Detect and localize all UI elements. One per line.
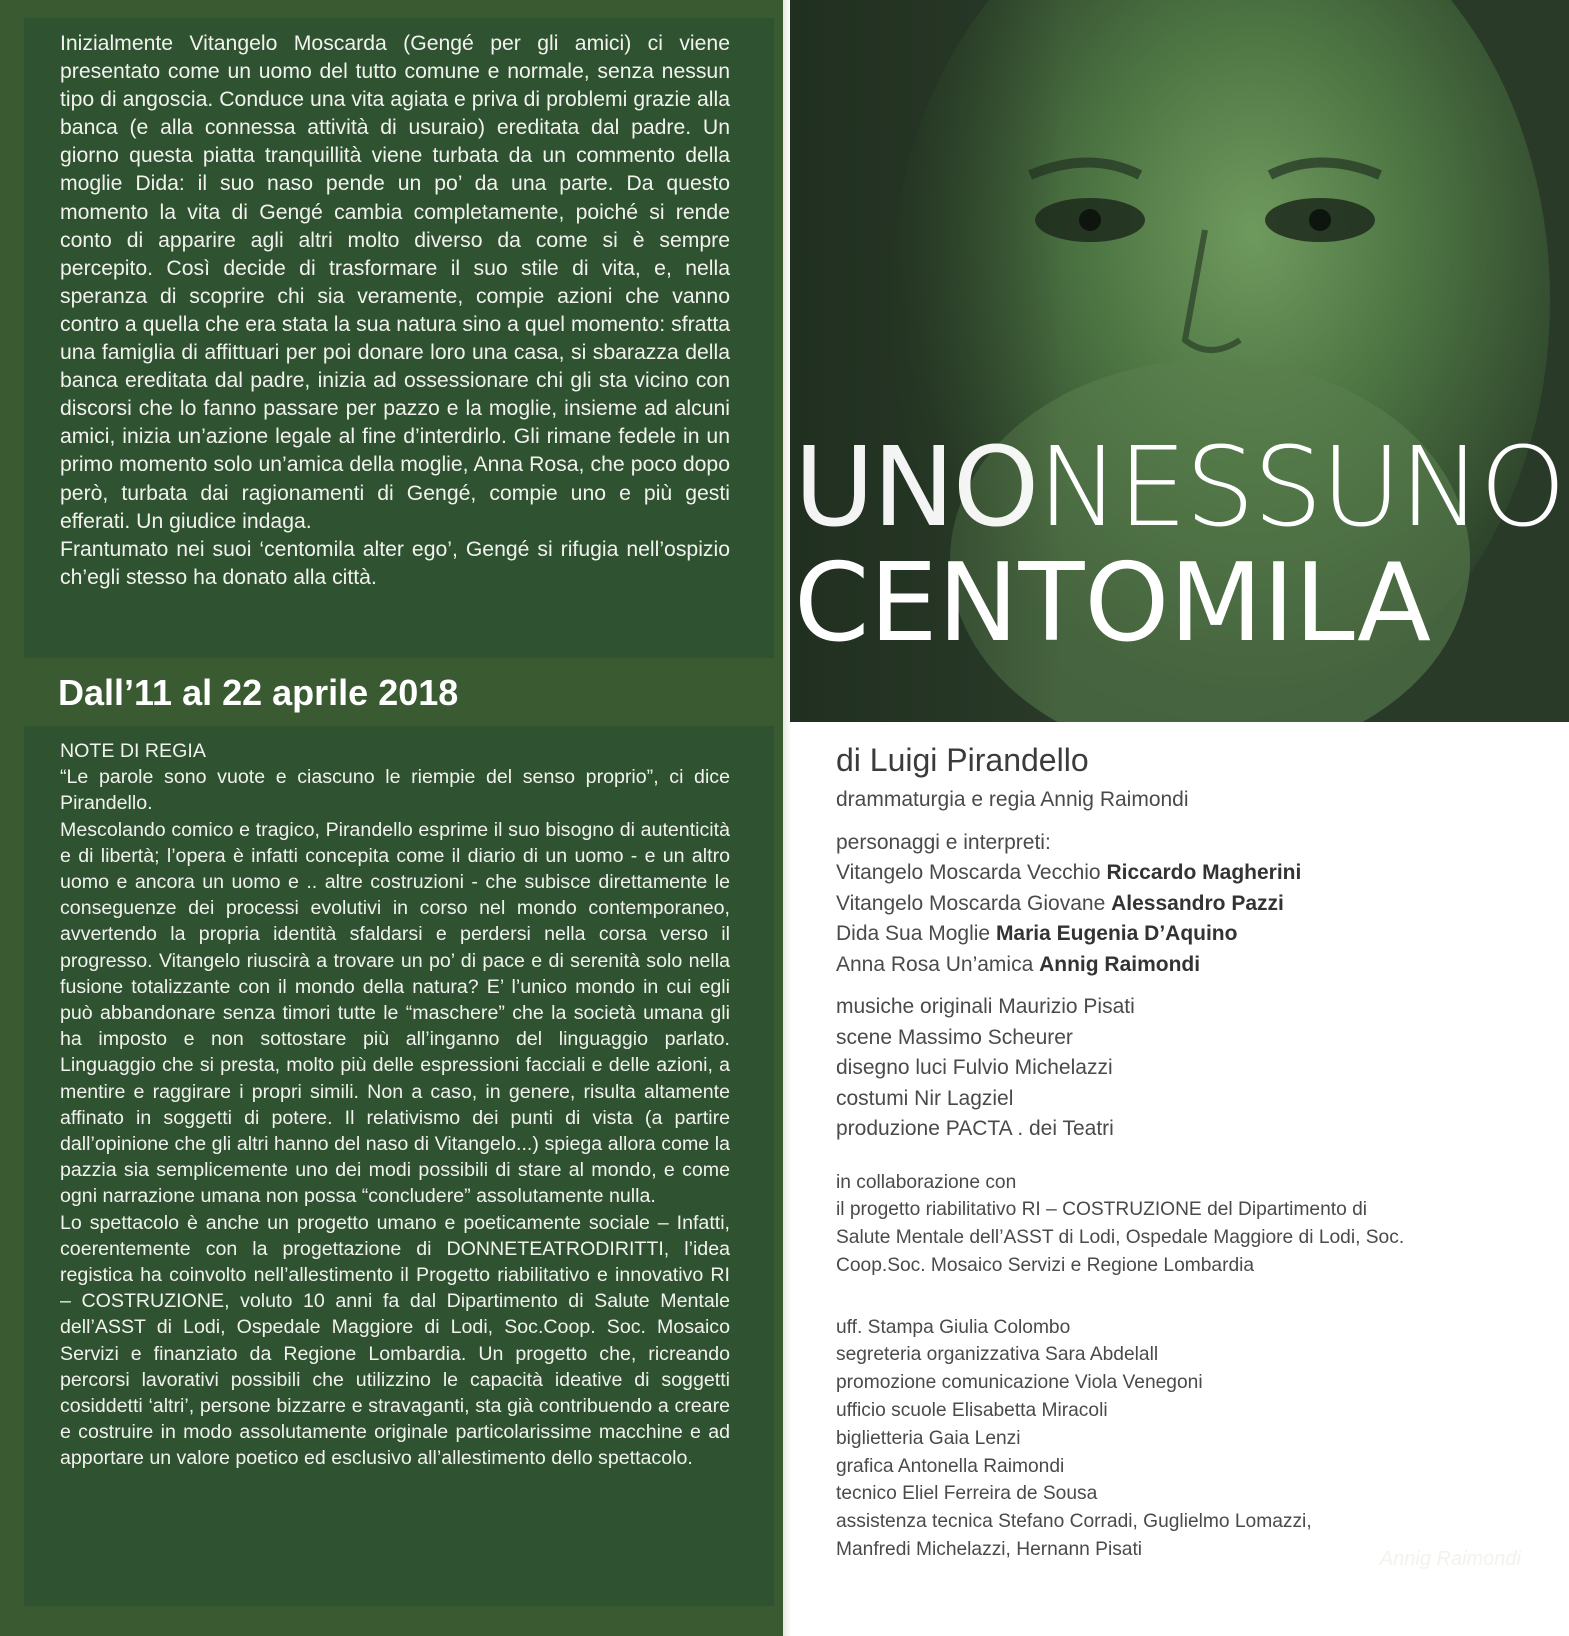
notes-paragraph: “Le parole sono vuote e ciascuno le riempie del senso proprio”, ci dice Pirandello. (60, 766, 730, 815)
notes-paragraph: Mescolando comico e tragico, Pirandello esprime il suo bisogno di autenticità e di libertà; l’opera è infatti concepita come il diario di un uomo - e un altro uomo e ancora un uomo e .. altre costruzioni - che subisce direttamente le conseguenze dei processi evolutivi in corso nel mondo contemporaneo, avvertendo la propria identità sfaldarsi e perdersi nella corsa verso il progresso. Vitangelo riuscirà a trovare un po’ di pace e di serenità solo nella fusione totalizzante con il mondo della natura? E’ l’unico mondo in cui egli può abbandonare senza timori tutte le “maschere” che la società umana gli ha imposto e non sottostare più all’inganno del linguaggio parlato. Linguaggio che si presta, molto più delle espressioni facciali e delle azioni, a mentire e raggirare i propri simili. Non a caso, in genere, risulta altamente affinato in soggetti di potere. Il relativismo dei punti di vista (a partire dall’opinione che gli altri hanno del naso di Vitangelo...) spiega allora come la pazzia sia semplicemente uno dei modi possibili di stare al mondo, e come ogni narrazione umana non possa “concludere” assolutamente nulla. (60, 818, 730, 1208)
crew-entry: costumi Nir Lagziel (836, 1086, 1014, 1110)
crew-entry: scene Massimo Scheurer (836, 1025, 1073, 1049)
collaboration-line: in collaborazione con (836, 1171, 1017, 1193)
performance-dates: Dall’11 al 22 aprile 2018 (58, 672, 459, 713)
title-line-1 (794, 423, 1565, 551)
crew-list (836, 992, 1536, 1145)
staff-list (836, 1314, 1536, 1564)
cast-entry (836, 919, 1536, 950)
staff-entry: ufficio scuole Elisabetta Miracoli (836, 1400, 1108, 1422)
synopsis-paragraph: Frantumato nei suoi ‘centomila alter ego’, Gengé si rifugia nell’ospizio ch’egli stesso ha donato alla città. (60, 537, 730, 589)
collaboration-line: Salute Mentale dell’ASST di Lodi, Ospedale Maggiore di Lodi, Soc. (836, 1227, 1405, 1249)
title-nessuno: NESSUNO (1037, 423, 1565, 551)
cast-entry (836, 858, 1536, 889)
cast-heading: personaggi e interpreti: (836, 830, 1051, 854)
notes-signature: Annig Raimondi (1379, 1548, 1521, 1570)
staff-entry: segreteria organizzativa Sara Abdelall (836, 1344, 1159, 1366)
synopsis-text (60, 30, 730, 592)
staff-entry: tecnico Eliel Ferreira de Sousa (836, 1483, 1098, 1505)
author: di Luigi Pirandello (836, 742, 1089, 778)
title-centomila: CENTOMILA (794, 541, 1431, 666)
staff-entry: grafica Antonella Raimondi (836, 1455, 1065, 1477)
collaboration-line: Coop.Soc. Mosaico Servizi e Regione Lombardia (836, 1254, 1255, 1276)
cast-role: Anna Rosa Un’amica (836, 952, 1034, 976)
crew-entry: produzione PACTA . dei Teatri (836, 1117, 1114, 1140)
cast-role: Dida Sua Moglie (836, 922, 991, 945)
cast-list (836, 828, 1536, 981)
staff-entry: uff. Stampa Giulia Colombo (836, 1316, 1071, 1338)
staff-entry: biglietteria Gaia Lenzi (836, 1427, 1021, 1449)
staff-entry: promozione comunicazione Viola Venegoni (836, 1372, 1203, 1394)
cast-role: Vitangelo Moscarda Giovane (836, 891, 1106, 915)
cast-actor: Annig Raimondi (1039, 952, 1201, 976)
crew-entry: musiche originali Maurizio Pisati (836, 995, 1135, 1018)
notes-heading: NOTE DI REGIA (60, 740, 206, 762)
director-notes (60, 738, 730, 1472)
notes-paragraph: Lo spettacolo è anche un progetto umano e poeticamente sociale – Infatti, coerentemente con la progettazione di DONNETEATRODIRITTI, l’idea registica ha coinvolto nell’allestimento il Progetto riabilitativo e innovativo RI – COSTRUZIONE, voluto 10 anni fa dal Dipartimento di Salute Mentale dell’ASST di Lodi, Ospedale Maggiore di Lodi, Soc.Coop. Soc. Mosaico Servizi e finanziato da Regione Lombardia. Un progetto che, ricreando percorsi lavorativi possibili che utilizzino le capacità ideative di soggetti cosiddetti ‘altri’, persone bizzarre e stravaganti, sta già contribuendo a creare e costruire in modo assolutamente originale particolarissime macchine e ad apportare un valore poetico ed esclusivo all’allestimento dello spettacolo. (60, 1211, 730, 1470)
cast-actor: Alessandro Pazzi (1111, 891, 1284, 915)
staff-entry: Manfredi Michelazzi, Hernann Pisati (836, 1539, 1143, 1561)
synopsis-paragraph: Inizialmente Vitangelo Moscarda (Gengé per gli amici) ci viene presentato come un uomo del tutto comune e normale, senza nessun tipo di angoscia. Conduce una vita agiata e priva di problemi grazie alla banca (e alla connessa attività di usuraio) ereditata dal padre. Un giorno questa piatta tranquillità viene turbata da un commento della moglie Dida: il suo naso pende un po’ da una parte. Da questo momento la vita di Gengé cambia completamente, poiché si rende conto di apparire agli altri molto diverso da come si è sempre percepito. Così decide di trasformare il suo stile di vita, e, nella speranza di scoprire chi sia veramente, compie azioni che vanno contro a quella che era stata la sua natura sino a quel momento: sfratta una famiglia di affittuari per poi donare loro una casa, si sbarazza della banca ereditata dal padre, inizia ad ossessionare chi gli sta vicino con discorsi che lo fanno passare per pazzo e la moglie, insieme ad alcuni amici, inizia un’azione legale al fine d’interdirlo. Gli rimane fedele in un primo momento solo un’amica della moglie, Anna Rosa, che poco dopo però, turbata dai ragionamenti di Gengé, compie uno e più gesti efferati. Un giudice indaga. (60, 32, 730, 533)
cast-actor: Maria Eugenia D’Aquino (995, 922, 1238, 945)
title-uno: UNO (794, 423, 1038, 551)
cast-actor: Riccardo Magherini (1106, 861, 1302, 884)
crew-entry: disegno luci Fulvio Michelazzi (836, 1056, 1113, 1079)
cast-entry (836, 889, 1536, 920)
collaboration (836, 1169, 1536, 1280)
credits-block (836, 742, 1536, 1564)
staff-entry: assistenza tecnica Stefano Corradi, Guglielmo Lomazzi, (836, 1511, 1312, 1533)
cast-role: Vitangelo Moscarda Vecchio (836, 861, 1101, 884)
direction-credit: drammaturgia e regia Annig Raimondi (836, 788, 1189, 811)
collaboration-line: il progetto riabilitativo RI – COSTRUZIONE del Dipartimento di (836, 1199, 1368, 1221)
cast-entry (836, 950, 1536, 981)
